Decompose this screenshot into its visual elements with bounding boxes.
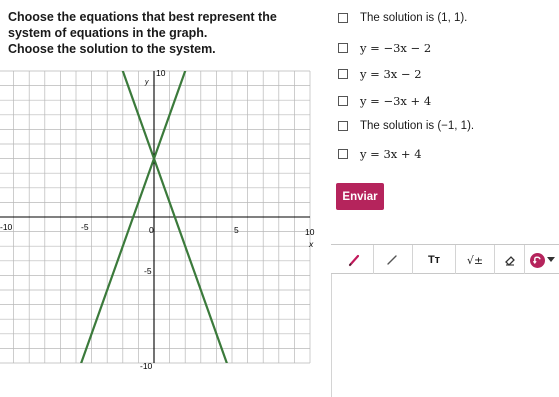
question-line-2: system of equations in the graph. <box>8 26 208 40</box>
checkbox[interactable] <box>338 96 348 106</box>
math-tool-icon[interactable] <box>460 245 490 275</box>
tick-label-x-neg10: -10 <box>0 222 13 232</box>
checkbox[interactable] <box>338 69 348 79</box>
tick-label-y-neg5: -5 <box>144 266 152 276</box>
dropdown-arrow-icon[interactable] <box>545 245 557 275</box>
option-label: y = −3x − 2 <box>360 41 432 55</box>
tick-label-x-10: 10 <box>305 227 315 237</box>
tick-label-x-neg5: -5 <box>81 222 89 232</box>
question-line-1: Choose the equations that best represent the <box>8 10 277 24</box>
checkbox[interactable] <box>338 13 348 23</box>
y-axis-label: y <box>145 79 149 86</box>
text-tool-icon[interactable] <box>417 245 451 275</box>
tick-label-y-neg10: -10 <box>140 361 153 371</box>
tick-labels <box>0 68 315 371</box>
tick-label-origin: 0 <box>149 225 154 235</box>
tick-label-x-5: 5 <box>234 225 239 235</box>
math-tool-label: √± <box>466 253 484 267</box>
eraser-icon[interactable] <box>499 245 521 275</box>
option-label: The solution is (1, 1). <box>360 12 468 24</box>
option-label: y = −3x + 4 <box>360 94 432 108</box>
undo-icon[interactable] <box>529 245 545 275</box>
x-axis-label: x <box>309 239 314 249</box>
option-label: The solution is (−1, 1). <box>360 120 475 132</box>
text-tool-label: Tт <box>427 254 441 266</box>
option-y-neg3x-plus-4[interactable] <box>338 94 431 108</box>
checkbox[interactable] <box>338 43 348 53</box>
option-y-3x-minus-2[interactable] <box>338 67 422 81</box>
answer-toolbar <box>331 244 559 274</box>
pencil-gray-icon[interactable] <box>378 245 406 275</box>
submit-button[interactable]: Enviar <box>336 183 384 210</box>
checkbox[interactable] <box>338 149 348 159</box>
option-solution-neg1-1[interactable] <box>338 120 474 132</box>
question-line-3: Choose the solution to the system. <box>8 42 216 56</box>
checkbox[interactable] <box>338 121 348 131</box>
option-label: y = 3x + 4 <box>360 147 422 161</box>
option-label: y = 3x − 2 <box>360 67 422 81</box>
option-y-neg3x-minus-2[interactable] <box>338 41 431 55</box>
option-solution-1-1[interactable] <box>338 12 467 24</box>
pencil-pink-icon[interactable] <box>341 245 369 275</box>
tick-label-y-10: 10 <box>156 68 166 78</box>
answer-work-area[interactable] <box>331 274 559 397</box>
option-y-3x-plus-4[interactable] <box>338 147 422 161</box>
